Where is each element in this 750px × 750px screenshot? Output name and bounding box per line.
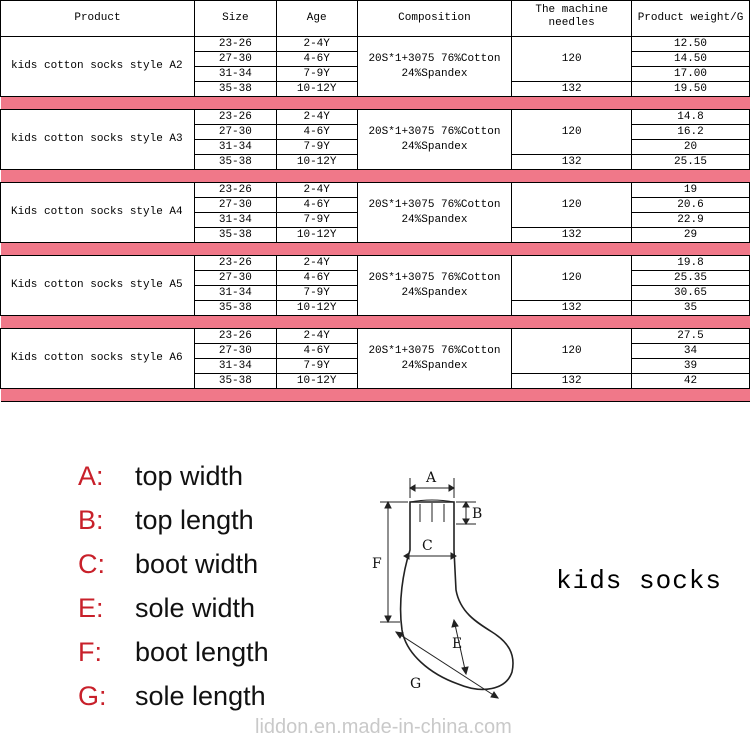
legend-description: boot length (135, 637, 269, 667)
legend-letter: G: (78, 681, 107, 711)
legend-description: boot width (135, 549, 259, 579)
header-weight: Product weight/G (632, 1, 750, 37)
age-cell: 2-4Y (276, 110, 357, 125)
needles-cell: 132 (512, 228, 632, 243)
needles-cell: 132 (512, 301, 632, 316)
legend-description: top length (135, 505, 254, 535)
legend-item (78, 586, 338, 630)
composition-cell: 20S*1+3075 76%Cotton 24%Spandex (357, 256, 512, 316)
separator-band (1, 170, 750, 183)
size-cell: 27-30 (194, 52, 276, 67)
legend-description: sole width (135, 593, 256, 623)
legend-letter: B: (78, 505, 104, 535)
sock-top-band (410, 500, 454, 522)
size-cell: 35-38 (194, 301, 276, 316)
legend-item (78, 542, 338, 586)
weight-cell: 19.8 (632, 256, 750, 271)
size-cell: 23-26 (194, 110, 276, 125)
weight-cell: 25.15 (632, 155, 750, 170)
age-cell: 10-12Y (276, 301, 357, 316)
table-row (1, 256, 750, 271)
weight-cell: 14.8 (632, 110, 750, 125)
legend-item (78, 454, 338, 498)
legend-letter: E: (78, 593, 104, 623)
weight-cell: 19 (632, 183, 750, 198)
needles-cell: 120 (512, 256, 632, 301)
label-g: G (410, 676, 422, 692)
age-cell: 7-9Y (276, 213, 357, 228)
header-product: Product (1, 1, 195, 37)
product-cell: Kids cotton socks style A6 (1, 329, 195, 389)
separator-band (1, 316, 750, 329)
age-cell: 10-12Y (276, 155, 357, 170)
legend-item (78, 498, 338, 542)
label-a: A (426, 470, 437, 486)
weight-cell: 27.5 (632, 329, 750, 344)
product-cell: Kids cotton socks style A4 (1, 183, 195, 243)
composition-cell: 20S*1+3075 76%Cotton 24%Spandex (357, 110, 512, 170)
group-separator (1, 389, 750, 402)
separator-band (1, 243, 750, 256)
composition-cell: 20S*1+3075 76%Cotton 24%Spandex (357, 329, 512, 389)
needles-cell: 120 (512, 183, 632, 228)
size-cell: 35-38 (194, 155, 276, 170)
weight-cell: 12.50 (632, 37, 750, 52)
age-cell: 7-9Y (276, 67, 357, 82)
weight-cell: 20 (632, 140, 750, 155)
weight-cell: 25.35 (632, 271, 750, 286)
weight-cell: 29 (632, 228, 750, 243)
separator-band (1, 97, 750, 110)
size-cell: 31-34 (194, 286, 276, 301)
needles-cell: 120 (512, 37, 632, 82)
product-cell: Kids cotton socks style A5 (1, 256, 195, 316)
composition-cell: 20S*1+3075 76%Cotton 24%Spandex (357, 37, 512, 97)
composition-cell: 20S*1+3075 76%Cotton 24%Spandex (357, 183, 512, 243)
group-separator (1, 97, 750, 110)
table-row (1, 183, 750, 198)
legend-letter: C: (78, 549, 105, 579)
age-cell: 4-6Y (276, 271, 357, 286)
age-cell: 10-12Y (276, 82, 357, 97)
watermark: liddon.en.made-in-china.com (255, 716, 512, 738)
needles-cell: 132 (512, 155, 632, 170)
separator-band (1, 389, 750, 402)
size-cell: 31-34 (194, 359, 276, 374)
age-cell: 7-9Y (276, 140, 357, 155)
group-separator (1, 316, 750, 329)
table-row (1, 110, 750, 125)
legend-description: sole length (135, 681, 266, 711)
product-cell: kids cotton socks style A3 (1, 110, 195, 170)
label-f: F (372, 556, 382, 572)
size-cell: 27-30 (194, 344, 276, 359)
label-b: B (472, 506, 483, 522)
size-cell: 23-26 (194, 329, 276, 344)
size-cell: 35-38 (194, 228, 276, 243)
size-cell: 23-26 (194, 37, 276, 52)
age-cell: 4-6Y (276, 344, 357, 359)
size-cell: 27-30 (194, 271, 276, 286)
table-row (1, 329, 750, 344)
sock-diagram (348, 462, 528, 702)
weight-cell: 19.50 (632, 82, 750, 97)
weight-cell: 17.00 (632, 67, 750, 82)
group-separator (1, 243, 750, 256)
size-cell: 27-30 (194, 125, 276, 140)
weight-cell: 30.65 (632, 286, 750, 301)
age-cell: 4-6Y (276, 198, 357, 213)
legend-item (78, 630, 338, 674)
legend-letter: F: (78, 637, 102, 667)
age-cell: 7-9Y (276, 359, 357, 374)
weight-cell: 34 (632, 344, 750, 359)
label-e: E (452, 636, 463, 652)
size-cell: 27-30 (194, 198, 276, 213)
legend-letter: A: (78, 461, 104, 491)
weight-cell: 39 (632, 359, 750, 374)
header-row (1, 1, 750, 37)
weight-cell: 42 (632, 374, 750, 389)
weight-cell: 14.50 (632, 52, 750, 67)
header-size: Size (194, 1, 276, 37)
size-cell: 35-38 (194, 82, 276, 97)
measurement-legend (78, 454, 338, 718)
group-separator (1, 170, 750, 183)
age-cell: 2-4Y (276, 256, 357, 271)
age-cell: 10-12Y (276, 228, 357, 243)
weight-cell: 20.6 (632, 198, 750, 213)
needles-cell: 120 (512, 329, 632, 374)
weight-cell: 16.2 (632, 125, 750, 140)
size-cell: 23-26 (194, 256, 276, 271)
needles-cell: 132 (512, 374, 632, 389)
legend-description: top width (135, 461, 244, 491)
age-cell: 4-6Y (276, 52, 357, 67)
product-caption: kids socks (556, 566, 723, 596)
size-cell: 23-26 (194, 183, 276, 198)
product-cell: kids cotton socks style A2 (1, 37, 195, 97)
table-body (1, 37, 750, 402)
sock-outline (401, 502, 513, 689)
legend-item (78, 674, 338, 718)
size-cell: 35-38 (194, 374, 276, 389)
weight-cell: 22.9 (632, 213, 750, 228)
age-cell: 4-6Y (276, 125, 357, 140)
header-age: Age (276, 1, 357, 37)
age-cell: 2-4Y (276, 37, 357, 52)
size-cell: 31-34 (194, 67, 276, 82)
weight-cell: 35 (632, 301, 750, 316)
age-cell: 2-4Y (276, 183, 357, 198)
size-cell: 31-34 (194, 213, 276, 228)
needles-cell: 120 (512, 110, 632, 155)
table-row (1, 37, 750, 52)
label-c: C (422, 538, 433, 554)
needles-cell: 132 (512, 82, 632, 97)
age-cell: 7-9Y (276, 286, 357, 301)
age-cell: 2-4Y (276, 329, 357, 344)
age-cell: 10-12Y (276, 374, 357, 389)
header-needles: The machine needles (512, 1, 632, 37)
header-composition: Composition (357, 1, 512, 37)
size-cell: 31-34 (194, 140, 276, 155)
